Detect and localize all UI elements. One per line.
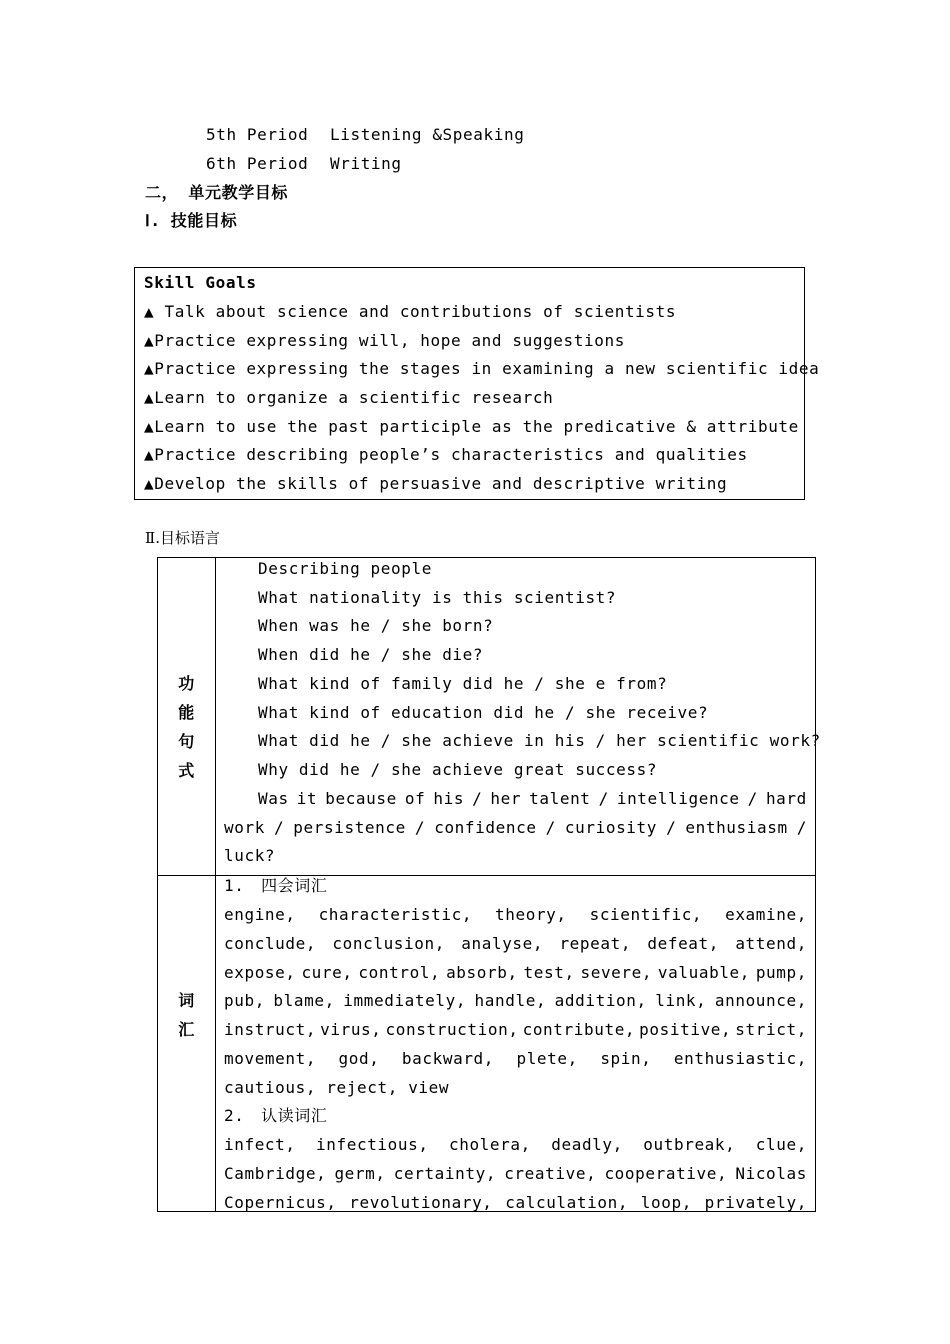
period-row-5 (206, 120, 524, 149)
vocab-line: instruct, virus, construction, contribute, positive, strict, (224, 1020, 807, 1039)
section-heading-unit-goals: 二， 单元教学目标 (145, 183, 289, 202)
function-sentence: What kind of family did he / she e from? (258, 674, 668, 693)
vocab-line: movement, god, backward, plete, spin, enthusiastic, (224, 1049, 807, 1068)
period-name: Listening &Speaking (330, 125, 525, 144)
vocab-line: Cambridge, germ, certainty, creative, cooperative, Nicolas (224, 1164, 807, 1183)
period-row-6 (206, 149, 402, 178)
function-sentence: What nationality is this scientist? (258, 588, 617, 607)
vocab-heading-recognition: 2. 认读词汇 (224, 1106, 328, 1125)
period-name: Writing (330, 154, 402, 173)
skill-goal-item: ▲ Talk about science and contributions of scientists (144, 302, 677, 321)
function-sentence: Describing people (258, 559, 432, 578)
functions-label: 功 能 句 式 (178, 674, 195, 780)
skill-goal-item: ▲Develop the skills of persuasive and descriptive writing (144, 474, 728, 493)
function-sentence: What kind of education did he / she receive? (258, 703, 709, 722)
target-language-table (157, 557, 821, 1212)
skill-goal-item: ▲Practice describing people’s characteristics and qualities (144, 445, 748, 464)
vocab-heading-four-skills: 1. 四会词汇 (224, 876, 328, 895)
vocab-line: engine, characteristic, theory, scientific, examine, (224, 905, 807, 924)
skill-goals-box (134, 267, 820, 500)
function-sentence: When did he / she die? (258, 645, 484, 664)
function-sentence: When was he / she born? (258, 616, 494, 635)
function-sentence-wrapped: Was it because of his / her talent / intelligence / hard (258, 789, 807, 808)
vocab-line: pub, blame, immediately, handle, addition, link, announce, (224, 991, 807, 1010)
function-sentence: luck? (224, 846, 276, 865)
vocab-label: 词 汇 (178, 991, 195, 1039)
vocab-line: expose, cure, control, absorb, test, severe, valuable, pump, (224, 963, 807, 982)
function-sentence: Why did he / she achieve great success? (258, 760, 658, 779)
skill-goal-item: ▲Practice expressing will, hope and suggestions (144, 331, 625, 350)
skill-goal-item: ▲Learn to organize a scientific research (144, 388, 554, 407)
skill-goals-title: Skill Goals (144, 273, 257, 292)
vocab-line: Copernicus, revolutionary, calculation, loop, privately, (224, 1193, 807, 1212)
function-sentence: What did he / she achieve in his / her scientific work? (258, 731, 821, 750)
function-sentence-wrapped: work / persistence / confidence / curiosity / enthusiasm / (224, 818, 807, 837)
vocab-line: infect, infectious, cholera, deadly, outbreak, clue, (224, 1135, 807, 1154)
skill-goal-item: ▲Practice expressing the stages in examining a new scientific idea (144, 359, 820, 378)
period-number: 5th Period (206, 125, 309, 144)
vocab-line: cautious, reject, view (224, 1078, 450, 1097)
period-number: 6th Period (206, 154, 309, 173)
sub-heading-skill-goals: Ⅰ. 技能目标 (145, 211, 238, 230)
vocab-line: conclude, conclusion, analyse, repeat, defeat, attend, (224, 934, 807, 953)
skill-goal-item: ▲Learn to use the past participle as the predicative & attribute (144, 417, 799, 436)
column-divider (215, 558, 216, 1211)
sub-heading-target-language: Ⅱ.目标语言 (145, 529, 220, 547)
